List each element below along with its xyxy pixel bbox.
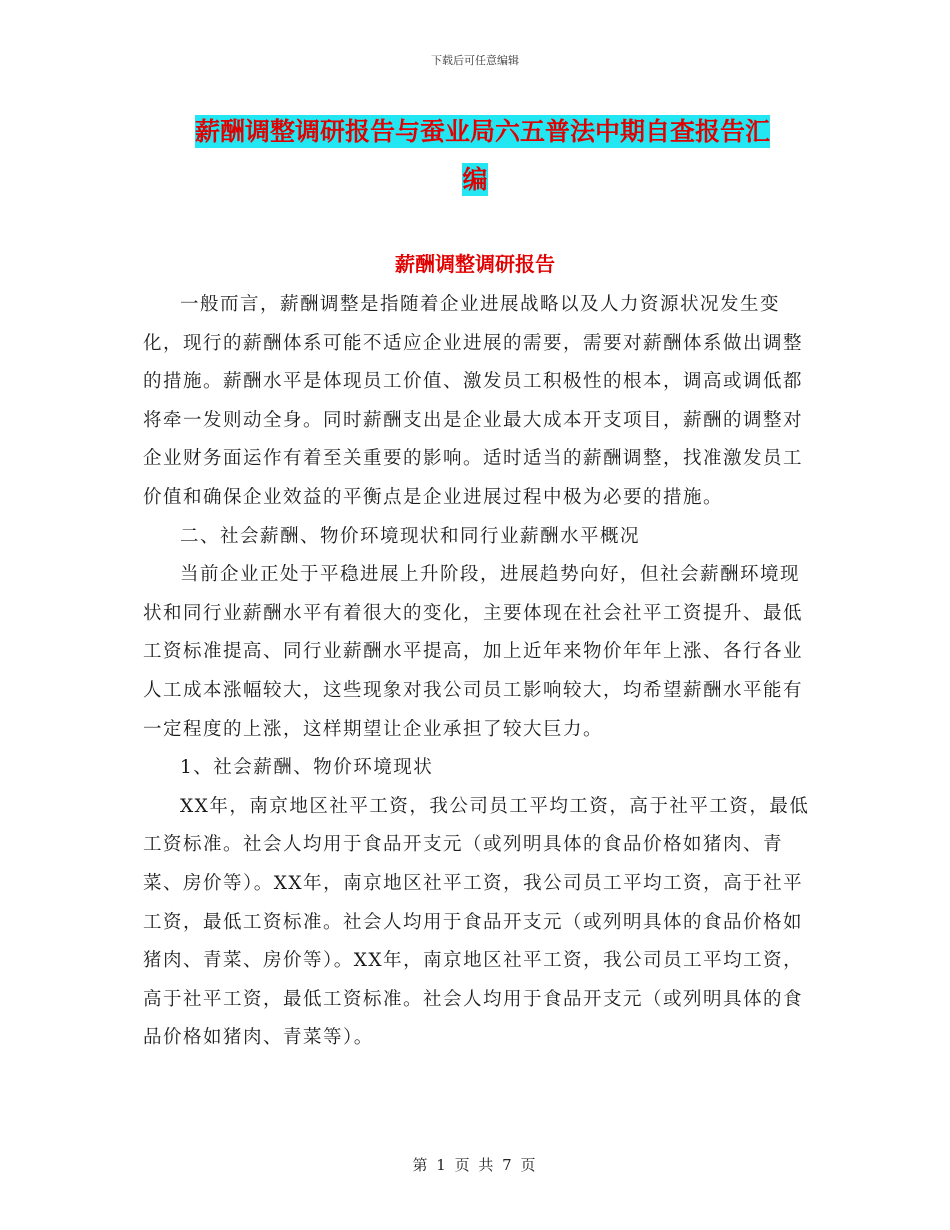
document-title-line1: 薪酬调整调研报告与蚕业局六五普法中期自查报告汇 bbox=[195, 117, 771, 146]
paragraph-salary-data: XX年，南京地区社平工资，我公司员工平均工资，高于社平工资，最低工资标准。社会人均用于食品开支元（或列明具体的食品价格如猪肉、青菜、房价等）。XX年，南京地区社平工资，我公司员工平均工资，高于社平工资，最低工资标准。社会人均用于食品开支元（或列明具体的食品价格如猪肉、青菜、房价等）。XX年，南京地区社平工资，我公司员工平均工资，高于社平工资，最低工资标准。社会人均用于食品开支元（或列明具体的食品价格如猪肉、青菜等）。 bbox=[143, 795, 810, 1049]
paragraph-intro: 一般而言，薪酬调整是指随着企业进展战略以及人力资源状况发生变化，现行的薪酬体系可能不适应企业进展的需要，需要对薪酬体系做出调整的措施。薪酬水平是体现员工价值、激发员工积极性的根本，调高或调低都将牵一发则动全身。同时薪酬支出是企业最大成本开支项目，薪酬的调整对企业财务面运作有着至关重要的影响。适时适当的薪酬调整，找准激发员工价值和确保企业效益的平衡点是企业进展过程中极为必要的措施。 bbox=[143, 294, 804, 508]
section-title: 薪酬调整调研报告 bbox=[395, 252, 555, 276]
document-title-line2-wrap bbox=[195, 156, 755, 204]
paragraph-heading-2: 二、社会薪酬、物价环境现状和同行业薪酬水平概况 bbox=[180, 525, 641, 547]
document-title bbox=[195, 108, 815, 204]
page-header-note: 下载后可任意编辑 bbox=[431, 54, 519, 67]
page-number: 第 1 页 共 7 页 bbox=[412, 1156, 538, 1174]
paragraph-subheading-1: 1、社会薪酬、物价环境现状 bbox=[180, 757, 434, 779]
document-body bbox=[143, 286, 811, 1058]
document-title-line2: 编 bbox=[462, 165, 488, 194]
paragraph-current-situation: 当前企业正处于平稳进展上升阶段，进展趋势向好，但社会薪酬环境现状和同行业薪酬水平有着很大的变化，主要体现在社会社平工资提升、最低工资标准提高、同行业薪酬水平提高，加上近年来物价年年上涨、各行各业人工成本涨幅较大，这些现象对我公司员工影响较大，均希望薪酬水平能有一定程度的上涨，这样期望让企业承担了较大巨力。 bbox=[143, 564, 804, 740]
